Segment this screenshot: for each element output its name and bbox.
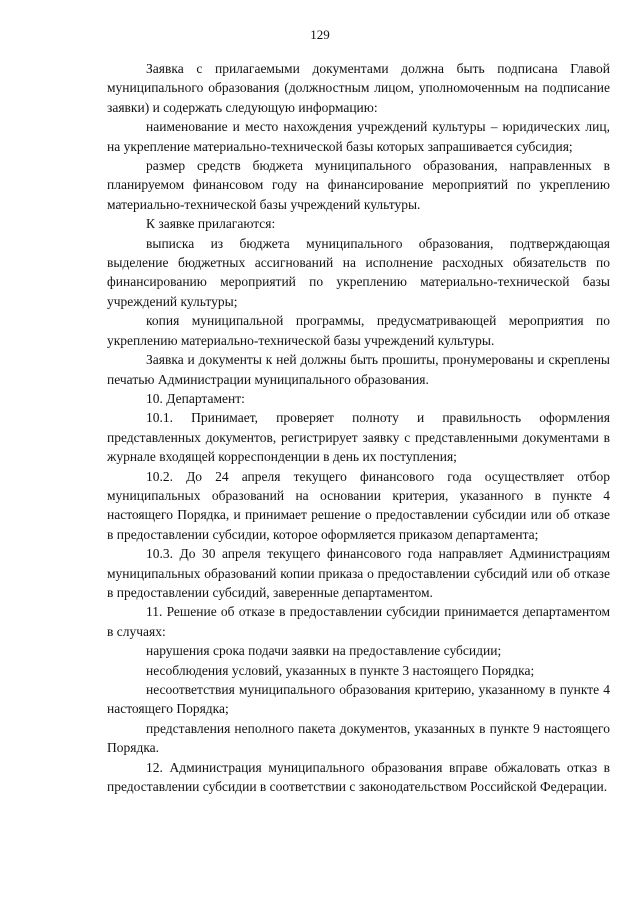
paragraph: Заявка и документы к ней должны быть прошиты, пронумерованы и скреплены печатью Администрации муниципального образования. [107, 352, 610, 387]
paragraph: 10.2. До 24 апреля текущего финансового года осуществляет отбор муниципальных образований на основании критерия, указанного в пункте 4 настоящего Порядка, и принимает решение о предоставлении субсидии или об отказе в предоставлении субсидии, которое оформляется приказом департамента; [107, 468, 610, 542]
paragraph: 12. Администрация муниципального образования вправе обжаловать отказ в предоставлении субсидии в соответствии с законодательством Российской Федерации. [107, 759, 610, 795]
paragraph: размер средств бюджета муниципального образования, направленных в планируемом финансовом году на финансирование мероприятий по укреплению материально-технической базы учреждений культуры. [107, 158, 610, 212]
paragraph: 10. Департамент: [146, 390, 245, 406]
paragraph: нарушения срока подачи заявки на предоставление субсидии; [146, 643, 502, 659]
paragraph: несоблюдения условий, указанных в пункте 3 настоящего Порядка; [146, 662, 535, 678]
paragraph: выписка из бюджета муниципального образования, подтверждающая выделение бюджетных ассигнований на исполнение расходных обязательств по финансированию мероприятий по укреплению материально-технической базы учреждений культуры; [107, 235, 610, 309]
document-body [107, 59, 610, 796]
paragraph: 11. Решение об отказе в предоставлении субсидии принимается департаментом в случаях: [107, 604, 610, 639]
paragraph: 10.3. До 30 апреля текущего финансового года направляет Администрациям муниципальных образований копии приказа о предоставлении субсидий или об отказе в предоставлении субсидий, заверенные департаментом. [107, 546, 610, 600]
paragraph: копия муниципальной программы, предусматривающей мероприятия по укреплению материально-технической базы учреждений культуры. [107, 313, 610, 348]
paragraph: Заявка с прилагаемыми документами должна быть подписана Главой муниципального образования (должностным лицом, уполномоченным на подписание заявки) и содержать следующую информацию: [107, 61, 610, 115]
paragraph: К заявке прилагаются: [146, 216, 276, 232]
paragraph: несоответствия муниципального образования критерию, указанному в пункте 4 настоящего Порядка; [107, 682, 610, 717]
paragraph: наименование и место нахождения учреждений культуры – юридических лиц, на укрепление материально-технической базы которых запрашивается субсидия; [107, 119, 610, 154]
paragraph: 10.1. Принимает, проверяет полноту и правильность оформления представленных документов, регистрирует заявку с представленными документами в журнале входящей корреспонденции в день их поступления; [107, 410, 610, 465]
paragraph: представления неполного пакета документов, указанных в пункте 9 настоящего Порядка. [107, 720, 610, 756]
page-number: 129 [310, 27, 330, 42]
